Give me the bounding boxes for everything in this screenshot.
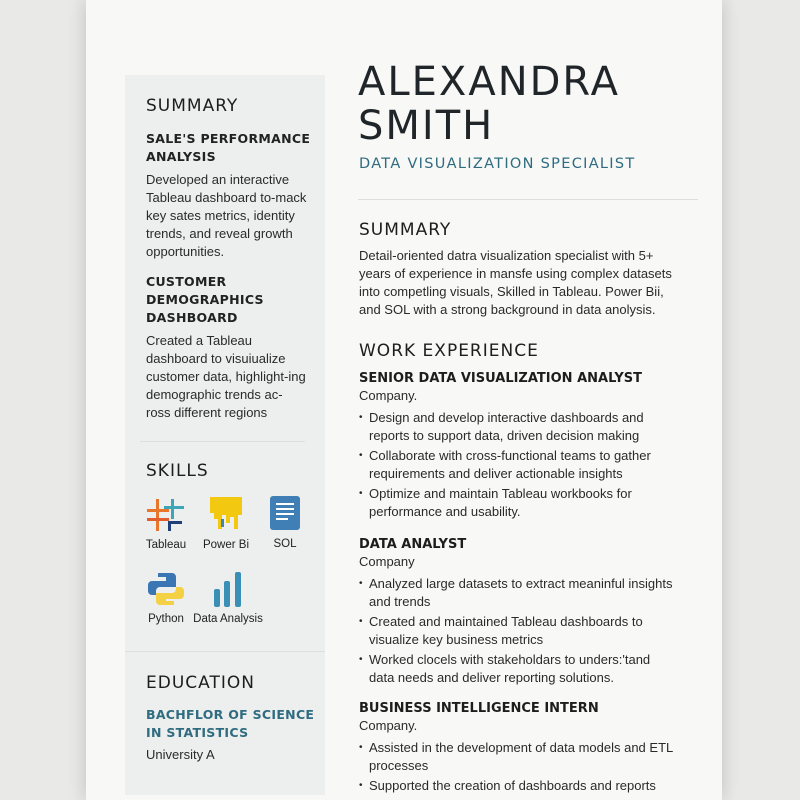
- job-entry: [359, 537, 679, 689]
- skill-power-bi: [198, 495, 254, 551]
- job-company: Company: [359, 554, 415, 569]
- job-bullet: • Collaborate with cross-functional teams to gather requirements and deliver actionable insights: [359, 447, 679, 483]
- project-description: Developed an interactive Tableau dashboard to-mack key sates metrics, identity trends, and reveal growth opportunities.: [146, 172, 307, 259]
- sidebar-summary-heading: SUMMARY: [146, 96, 239, 116]
- job-role: BUSINESS INTELLIGENCE INTERN: [359, 701, 599, 716]
- school: University A: [146, 747, 215, 762]
- job-bullet: • Worked clocels with stakeholdars to unders:'tand data needs and deliver reporting solutions.: [359, 651, 679, 687]
- divider: [358, 199, 698, 200]
- education-heading: EDUCATION: [146, 673, 255, 693]
- degree: BACHFLOR OF SCIENCE IN STATISTICS: [146, 707, 315, 740]
- skill-label: Python: [148, 613, 184, 625]
- project-title: SALE'S PERFORMANCE ANALYSIS: [146, 131, 311, 164]
- job-bullet: • Design and develop interactive dashboards and reports to support data, driven decision making: [359, 409, 679, 445]
- experience-heading: WORK EXPERIENCE: [359, 341, 539, 361]
- skill-tableau: [140, 497, 192, 551]
- job-entry: [359, 701, 679, 797]
- skill-data-analysis: [192, 571, 264, 625]
- name-last: SMITH: [358, 103, 495, 149]
- bar-chart-icon: [212, 571, 244, 607]
- python-icon: [148, 571, 184, 607]
- summary-heading: SUMMARY: [359, 220, 452, 240]
- skill-sql: [262, 496, 308, 550]
- summary-text: Detail-oriented datra visualization specialist with 5+ years of experience in mansfe using complex datasets into competling visuals, Skilled in Tableau. Power Bii, and SOL with a strong background in data anolysis.: [359, 248, 672, 317]
- job-bullet: • Created and maintained Tableau dashboards to visualize key business metrics: [359, 613, 679, 649]
- project-title: CUSTOMER DEMOGRAPHICS DASHBOARD: [146, 274, 264, 325]
- skill-python: [142, 571, 190, 625]
- job-bullet: • Assisted in the development of data models and ETL processes: [359, 739, 679, 775]
- job-company: Company.: [359, 718, 418, 733]
- name-first: ALEXANDRA: [358, 59, 620, 105]
- divider: [125, 651, 325, 652]
- skill-label: Power Bi: [202, 539, 250, 551]
- divider: [140, 441, 305, 442]
- skill-label: SOL: [273, 538, 297, 550]
- job-company: Company.: [359, 388, 418, 403]
- job-title: DATA VISUALIZATION SPECIALIST: [359, 156, 636, 172]
- job-entry: [359, 371, 679, 523]
- skill-label: Data Analysis: [193, 613, 263, 625]
- skills-heading: SKILLS: [146, 461, 209, 481]
- sql-document-icon: [270, 496, 300, 532]
- job-role: DATA ANALYST: [359, 537, 467, 552]
- power-bi-icon: [208, 495, 244, 533]
- tableau-icon: [146, 497, 186, 533]
- job-bullet: • Supported the creation of dashboards and reports: [359, 777, 679, 795]
- job-bullet: • Analyzed large datasets to extract meaninful insights and trends: [359, 575, 679, 611]
- skill-label: Tableau: [145, 539, 187, 551]
- job-role: SENIOR DATA VISUALIZATION ANALYST: [359, 371, 642, 386]
- project-description: Created a Tableau dashboard to visuiualize customer data, highlight-ing demographic trends ac-ross different regions: [146, 333, 306, 420]
- job-bullet: • Optimize and maintain Tableau workbooks for performance and usability.: [359, 485, 679, 521]
